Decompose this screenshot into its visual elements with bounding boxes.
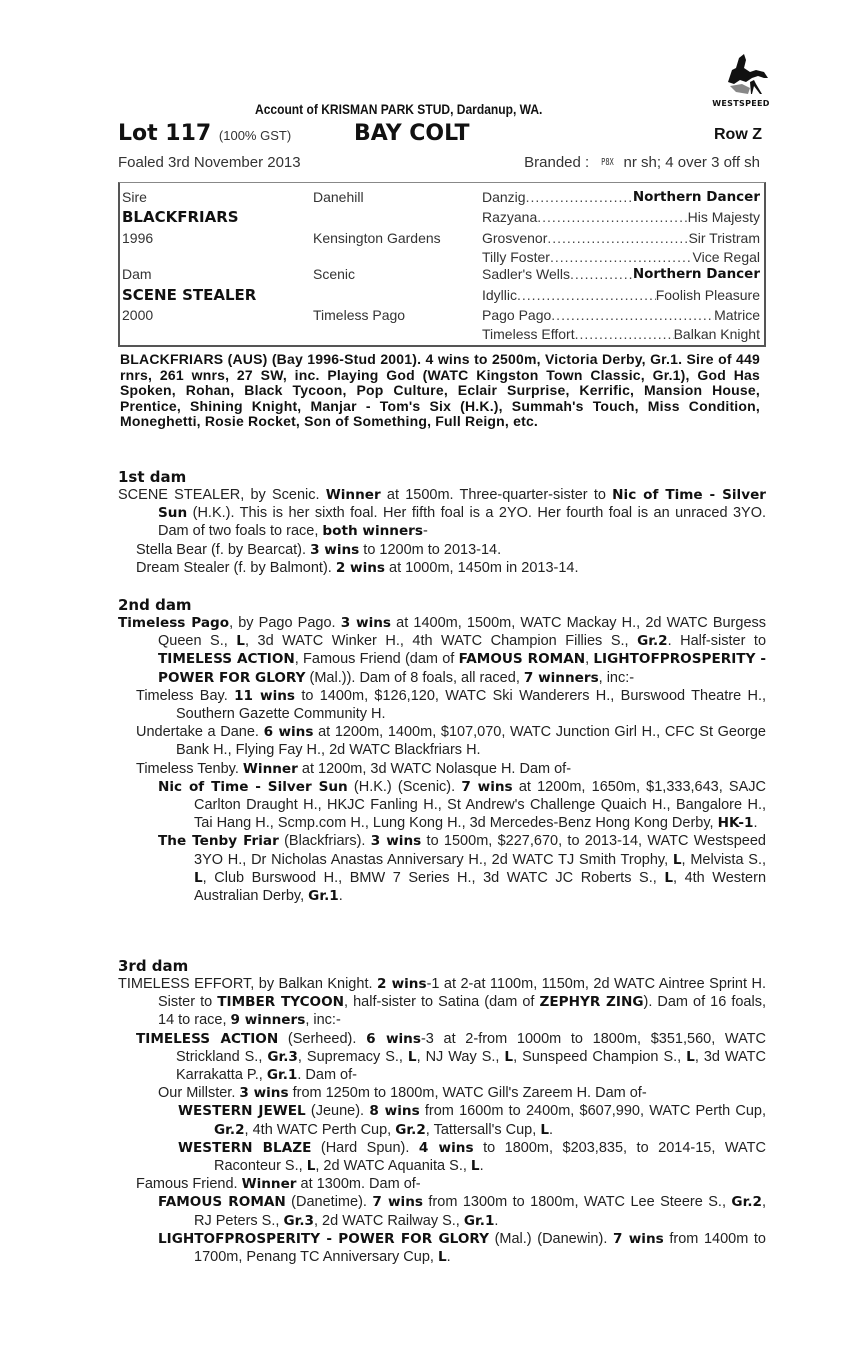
horse-title: BAY COLT [354, 121, 470, 146]
brand-info [524, 154, 760, 171]
great-grandparent-row: Razyana ..... His Majesty [482, 209, 760, 225]
dam-paragraph: TIMELESS EFFORT, by Balkan Knight. 2 wins-1 at 2-at 1100m, 1150m, 2d WATC Aintree Sprint H. Sister to TIMBER TYCOON, half-sister to Satina (dam of ZEPHYR ZING). Dam of 16 foals, 14 to race, 9 winners, inc:- [118, 976, 766, 1029]
brand-mark-icon: P8X [601, 157, 615, 168]
progeny-entry: Famous Friend. Winner at 1300m. Dam of- [136, 1176, 421, 1193]
progeny-entry: Undertake a Dane. 6 wins at 1200m, 1400m, $107,070, WATC Junction Girl H., CFC St George Bank H., Flying Fay H., 2d WATC Blackfriars H. [136, 724, 766, 759]
progeny-entry: FAMOUS ROMAN (Danetime). 7 wins from 1300m to 1800m, WATC Lee Steere S., Gr.2, RJ Peters S., Gr.3, 2d WATC Railway S., Gr.1. [158, 1194, 766, 1229]
section-heading: 1st dam [118, 468, 187, 486]
lot-header [118, 121, 766, 149]
westspeed-logo [706, 52, 776, 108]
stable-row: Row Z [714, 126, 762, 143]
grandsire-maternal: Scenic [313, 266, 356, 282]
progeny-entry: Our Millster. 3 wins from 1250m to 1800m, WATC Gill's Zareem H. Dam of- [158, 1085, 647, 1102]
brand-description: nr sh; 4 over 3 off sh [623, 154, 760, 171]
progeny-entry: Stella Bear (f. by Bearcat). 3 wins to 1200m to 2013-14. [136, 541, 502, 558]
dam-year: 2000 [122, 307, 154, 323]
first-dam-section [118, 469, 766, 577]
progeny-entry: Nic of Time - Silver Sun (H.K.) (Scenic). 7 wins at 1200m, 1650m, $1,333,643, SAJC Carlton Draught H., HKJC Fanling H., St Andrew's Challenge Quaich H., Bangalore H., Tai Hang H., Scmp.com H., Lung Kong H., 3d Mercedes-Benz Hong Kong Derby, HK-1. [158, 778, 766, 832]
foaled-date: Foaled 3rd November 2013 [118, 154, 301, 171]
sire-label: Sire [122, 189, 147, 205]
grandsire-paternal: Danehill [313, 189, 364, 205]
great-grandparent-row: Grosvenor ..... Sir Tristram [482, 230, 760, 246]
logo-text: WESTSPEED [712, 99, 770, 108]
great-grandparent-row: Danzig ..... Northern Dancer [482, 189, 760, 205]
progeny-entry: LIGHTOFPROSPERITY - POWER FOR GLORY (Mal.) (Danewin). 7 wins from 1400m to 1700m, Penang TC Anniversary Cup, L. [158, 1230, 766, 1266]
second-dam-section [118, 597, 766, 905]
section-heading: 3rd dam [118, 957, 189, 975]
progeny-entry: WESTERN JEWEL (Jeune). 8 wins from 1600m to 2400m, $607,990, WATC Perth Cup, Gr.2, 4th WATC Perth Cup, Gr.2, Tattersall's Cup, L. [178, 1103, 767, 1138]
progeny-entry: Dream Stealer (f. by Balmont). 2 wins at 1000m, 1450m in 2013-14. [136, 559, 579, 576]
progeny-entry: WESTERN BLAZE (Hard Spun). 4 wins to 1800m, $203,835, to 2014-15, WATC Raconteur S., L, 2d WATC Aquanita S., L. [178, 1139, 766, 1175]
dam-paragraph: Timeless Pago, by Pago Pago. 3 wins at 1400m, 1500m, WATC Mackay H., 2d WATC Burgess Queen S., L, 3d WATC Winker H., 4th WATC Champion Fillies S., Gr.2. Half-sister to TIMELESS ACTION, Famous Friend (dam of FAMOUS ROMAN, LIGHTOFPROSPERITY - POWER FOR GLORY (Mal.)). Dam of 8 foals, all raced, 7 winners, inc:- [118, 615, 767, 686]
vendor-account: Account of KRISMAN PARK STUD, Dardanup, WA. [255, 101, 543, 117]
great-grandparent-row: Sadler's Wells ..... Northern Dancer [482, 266, 760, 282]
great-grandparent-row: Timeless Effort ..... Balkan Knight [482, 326, 760, 342]
sire-name: BLACKFRIARS [122, 208, 239, 226]
gst-note: (100% GST) [218, 128, 292, 143]
progeny-entry: The Tenby Friar (Blackfriars). 3 wins to 1500m, $227,670, to 2013-14, WATC Westspeed 3YO H., Dr Nicholas Anastas Anniversary H., 2d WATC TJ Smith Trophy, L, Melvista S., L, Club Burswood H., BMW 7 Series H., 3d WATC JC Roberts S., L, 4th Western Australian Derby, Gr.1. [158, 833, 767, 905]
branded-label: Branded : [524, 154, 590, 171]
progeny-entry: Timeless Bay. 11 wins to 1400m, $126,120, WATC Ski Wanderers H., Burswood Theatre H., Southern Gazette Community H. [136, 687, 767, 723]
progeny-entry: TIMELESS ACTION (Serheed). 6 wins-3 at 2-from 1000m to 1800m, $351,560, WATC Strickland S., Gr.3, Supremacy S., L, NJ Way S., L, Sunspeed Champion S., L, 3d WATC Karrakatta P., Gr.1. Dam of- [136, 1030, 766, 1084]
granddam-paternal: Kensington Gardens [313, 230, 441, 246]
dam-name: SCENE STEALER [122, 286, 257, 304]
lot-label: Lot 117 [118, 121, 212, 146]
sire-year: 1996 [122, 230, 154, 246]
great-grandparent-row: Pago Pago ..... Matrice [482, 307, 760, 323]
pedigree-table [118, 182, 766, 347]
progeny-entry: Timeless Tenby. Winner at 1200m, 3d WATC Nolasque H. Dam of- [136, 760, 572, 777]
granddam-maternal: Timeless Pago [313, 307, 406, 323]
sire-summary: BLACKFRIARS (AUS) (Bay 1996-Stud 2001). 4 wins to 2500m, Victoria Derby, Gr.1. Sire of 449 rnrs, 261 wnrs, 27 SW, inc. Playing God (WATC Kingston Town Classic, Gr.1), God Has Spoken, Rohan, Black Tycoon, Pop Culture, Eclair Surprise, Kerrific, Mansion House, Prentice, Shining Knight, Manjar - Tom's Six (H.K.), Summah's Touch, Miss Condition, Moneghetti, Rosie Rocket, Son of Something, Full Reign, etc. [120, 351, 760, 429]
dam-label: Dam [122, 266, 152, 282]
horse-logo-icon [706, 52, 776, 98]
section-heading: 2nd dam [118, 596, 192, 614]
dam-paragraph: SCENE STEALER, by Scenic. Winner at 1500m. Three-quarter-sister to Nic of Time - Silver Sun (H.K.). This is her sixth foal. Her fifth foal is a 2YO. Her fourth foal is an unraced 3YO. Dam of two foals to race, both winners- [118, 487, 766, 540]
third-dam-section [118, 958, 766, 1266]
great-grandparent-row: Idyllic ..... Foolish Pleasure [482, 287, 760, 303]
lot-number [118, 121, 291, 146]
great-grandparent-row: Tilly Foster ..... Vice Regal [482, 249, 760, 265]
